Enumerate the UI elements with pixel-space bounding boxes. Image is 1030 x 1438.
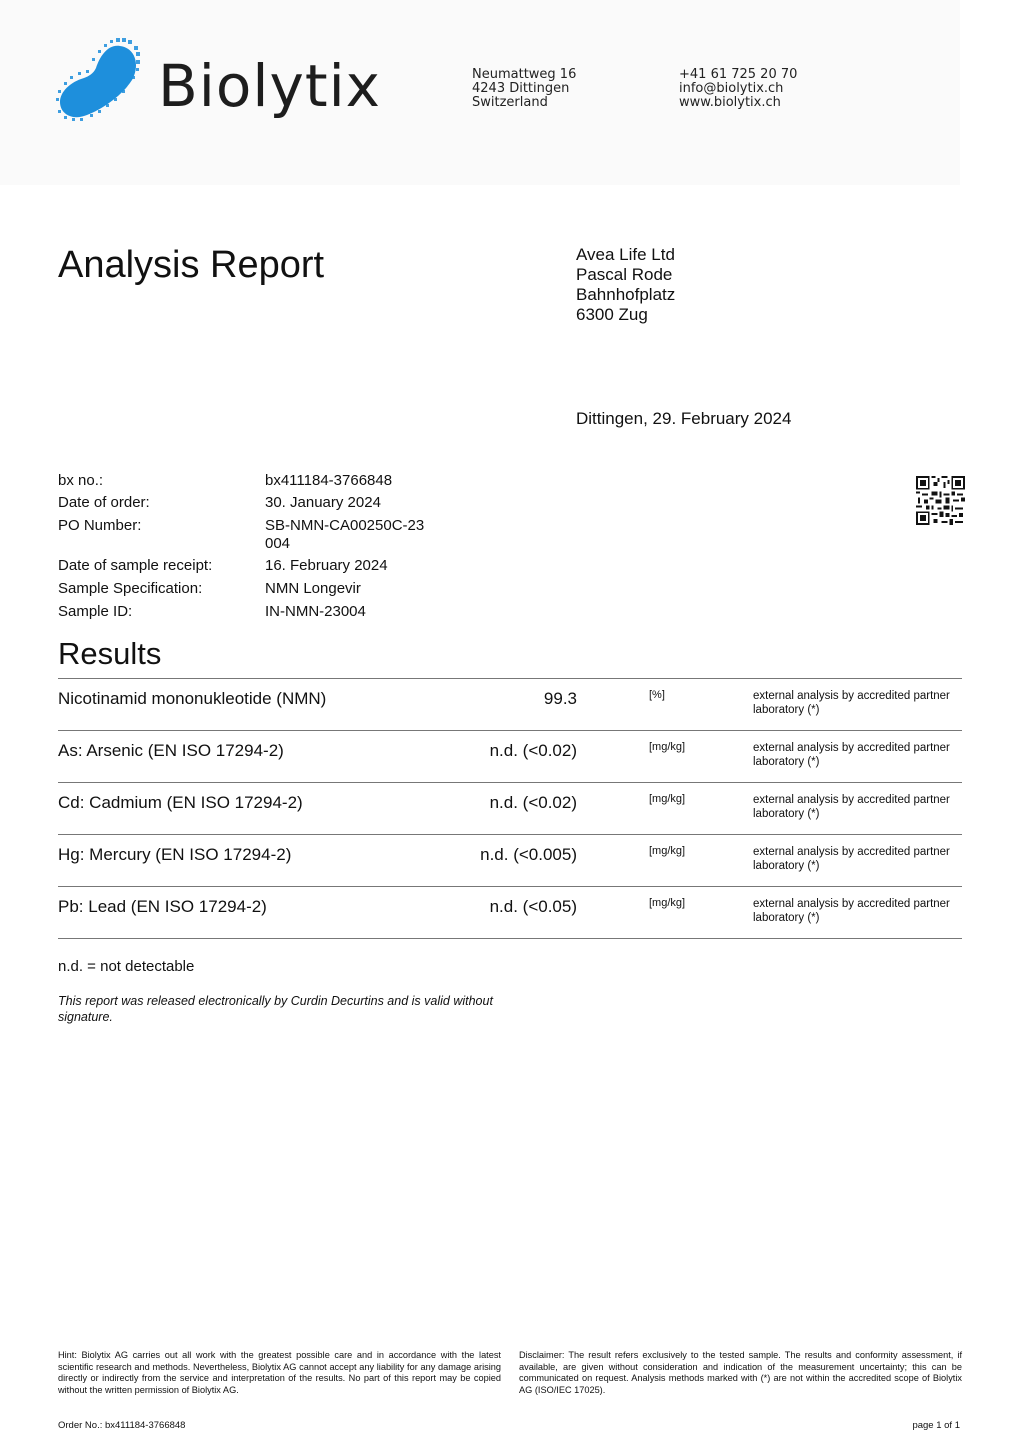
- analyte-value: 99.3: [543, 689, 577, 708]
- analyte-name: Nicotinamid mononukleotide (NMN): [58, 689, 327, 708]
- sample-receipt-label: Date of sample receipt:: [58, 557, 213, 574]
- sample-spec-label: Sample Specification:: [58, 580, 203, 597]
- results-heading: Results: [58, 636, 162, 671]
- recipient-line: Bahnhofplatz: [576, 285, 676, 304]
- analyte-unit: [%]: [649, 689, 665, 701]
- analyte-unit: [mg/kg]: [649, 845, 686, 857]
- analyte-note: external analysis by accredited partner laboratory (*): [753, 846, 950, 872]
- page-title: Analysis Report: [58, 244, 325, 286]
- table-row: [58, 835, 962, 887]
- analyte-note: external analysis by accredited partner laboratory (*): [753, 898, 950, 924]
- analyte-value: n.d. (<0.02): [489, 793, 577, 812]
- analyte-note: external analysis by accredited partner laboratory (*): [753, 794, 950, 820]
- analyte-name: As: Arsenic (EN ISO 17294-2): [58, 741, 284, 760]
- analyte-value: n.d. (<0.02): [489, 741, 577, 760]
- sample-receipt-value: 16. February 2024: [265, 557, 388, 574]
- recipient-address: [576, 245, 675, 325]
- qr-code-icon[interactable]: [916, 476, 965, 525]
- analyte-value: n.d. (<0.05): [489, 897, 577, 916]
- order-date-label: Date of order:: [58, 494, 150, 511]
- website-link[interactable]: www.biolytix.ch: [679, 95, 781, 110]
- phone-number[interactable]: +41 61 725 20 70: [679, 67, 798, 82]
- page-number: page 1 of 1: [912, 1420, 960, 1431]
- sample-spec-value: NMN Longevir: [265, 580, 361, 597]
- analyte-name: Pb: Lead (EN ISO 17294-2): [58, 897, 267, 916]
- recipient-line: Avea Life Ltd: [576, 245, 675, 264]
- report-date: Dittingen, 29. February 2024: [576, 409, 792, 428]
- analyte-unit: [mg/kg]: [649, 793, 686, 805]
- footer-disclaimer: Disclaimer: The result refers exclusively to the tested sample. The results and conformity assessment, if available, are given without consideration and indication of the measurement uncertainty; this can be communicated on request. Analysis methods marked with (*) are not within the accredited scope of Biolytix AG (ISO/IEC 17025).: [519, 1350, 962, 1395]
- address-line: Neumattweg 16: [472, 67, 577, 82]
- sample-id-label: Sample ID:: [58, 603, 133, 620]
- table-row: [58, 679, 962, 731]
- address-line: Switzerland: [472, 95, 548, 110]
- table-row: [58, 783, 962, 835]
- order-date-value: 30. January 2024: [265, 494, 381, 511]
- address-line: 4243 Dittingen: [472, 81, 570, 96]
- release-note: This report was released electronically by Curdin Decurtins and is valid without signature.: [58, 994, 493, 1024]
- email-link[interactable]: info@biolytix.ch: [679, 81, 784, 96]
- analyte-value: n.d. (<0.005): [480, 845, 577, 864]
- po-number-value: SB-NMN-CA00250C-23 004: [265, 517, 425, 552]
- bx-number-value: bx411184-3766848: [265, 472, 393, 489]
- bx-number-label: bx no.:: [58, 472, 104, 489]
- footer-hint: Hint: Biolytix AG carries out all work with the greatest possible care and in accordance with the latest scientific research and methods. Nevertheless, Biolytix AG cannot accept any liability for any damage arising directly or indirectly from the service and interpretation of the results. No part of this report may be copied without the written permission of Biolytix AG.: [58, 1350, 501, 1395]
- company-address: [472, 68, 576, 110]
- nd-legend: n.d. = not detectable: [58, 958, 195, 975]
- recipient-line: 6300 Zug: [576, 305, 648, 324]
- recipient-line: Pascal Rode: [576, 265, 673, 284]
- biolytix-logo-icon: [56, 36, 142, 122]
- analyte-unit: [mg/kg]: [649, 897, 686, 909]
- table-row: [58, 731, 962, 783]
- table-row: [58, 887, 962, 939]
- analyte-name: Cd: Cadmium (EN ISO 17294-2): [58, 793, 303, 812]
- analyte-note: external analysis by accredited partner laboratory (*): [753, 742, 950, 768]
- company-contact: [679, 68, 797, 110]
- brand-name: Biolytix: [158, 52, 382, 120]
- analyte-note: external analysis by accredited partner laboratory (*): [753, 690, 950, 716]
- analyte-name: Hg: Mercury (EN ISO 17294-2): [58, 845, 292, 864]
- po-number-label: PO Number:: [58, 517, 142, 534]
- footer-order-number: Order No.: bx411184-3766848: [58, 1420, 186, 1431]
- results-table: [58, 678, 962, 939]
- sample-id-value: IN-NMN-23004: [265, 603, 366, 620]
- analyte-unit: [mg/kg]: [649, 741, 686, 753]
